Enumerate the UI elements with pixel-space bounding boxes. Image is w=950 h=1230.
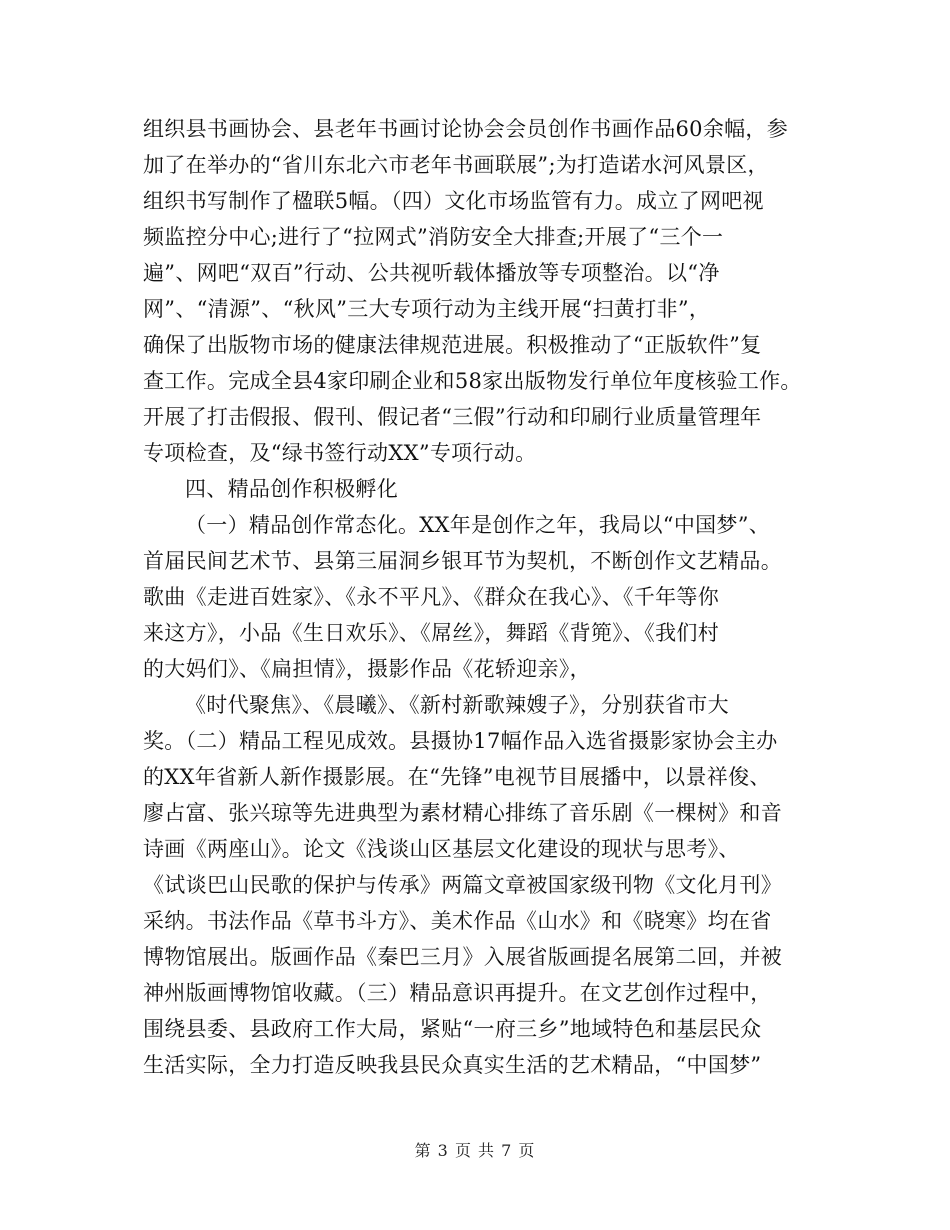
text-line: 专项检查，及“绿书签行动XX”专项行动。 — [143, 441, 537, 465]
text-line: 生活实际，全力打造反映我县民众真实生活的艺术精品，“中国梦” — [143, 1053, 762, 1077]
text-line: 网”、“清源”、“秋风”三大专项行动为主线开展“扫黄打非”， — [143, 297, 711, 321]
text-line: 的大妈们》、《扁担情》，摄影作品《花轿迎亲》， — [143, 657, 591, 681]
text-line: （一）精品创作常态化。XX年是创作之年，我局以“中国梦”、 — [185, 513, 771, 537]
text-line: 查工作。完成全县4家印刷企业和58家出版物发行单位年度核验工作。 — [143, 369, 802, 393]
text-line: 首届民间艺术节、县第三届洞乡银耳节为契机，不断创作文艺精品。 — [143, 549, 782, 573]
text-line: 频监控分中心;进行了“拉网式”消防安全大排查;开展了“三个一 — [143, 225, 724, 249]
body-text — [143, 111, 843, 1083]
text-line: 来这方》，小品《生日欢乐》、《屌丝》，舞蹈《背篼》、《我们村 — [143, 621, 719, 645]
text-line: 神州版画博物馆收藏。（三）精品意识再提升。在文艺创作过程中， — [143, 981, 772, 1005]
text-line: 采纳。书法作品《草书斗方》、美术作品《山水》和《晓寒》均在省 — [143, 909, 772, 933]
page-number-footer: 第 3 页 共 7 页 — [414, 1141, 536, 1160]
text-line: 诗画《两座山》。论文《浅谈山区基层文化建设的现状与思考》、 — [143, 837, 740, 861]
text-line: 确保了出版物市场的健康法律规范进展。积极推动了“正版软件”复 — [143, 333, 762, 357]
text-line: 《时代聚焦》、《晨曦》、《新村新歌辣嫂子》，分别获省市大 — [185, 693, 729, 717]
text-line: 组织县书画协会、县老年书画讨论协会会员创作书画作品60余幅，参 — [143, 117, 789, 141]
text-line: 歌曲《走进百姓家》、《永不平凡》、《群众在我心》、《千年等你 — [143, 585, 719, 609]
text-line: 廖占富、张兴琼等先进典型为素材精心排练了音乐剧《一棵树》和音 — [143, 801, 782, 825]
text-line: 《试谈巴山民歌的保护与传承》两篇文章被国家级刊物《文化月刊》 — [143, 873, 782, 897]
text-line: 奖。（二）精品工程见成效。县摄协17幅作品入选省摄影家协会主办 — [143, 729, 778, 753]
text-line: 开展了打击假报、假刊、假记者“三假”行动和印刷行业质量管理年 — [143, 405, 762, 429]
text-line: 博物馆展出。版画作品《秦巴三月》入展省版画提名展第二回，并被 — [143, 945, 782, 969]
text-line: 遍”、网吧“双百”行动、公共视听载体播放等专项整治。以“净 — [143, 261, 720, 285]
text-line: 加了在举办的“省川东北六市老年书画联展”;为打造诺水河风景区， — [143, 153, 769, 177]
text-line: 围绕县委、县政府工作大局，紧贴“一府三乡”地域特色和基层民众 — [143, 1017, 762, 1041]
text-line: 的XX年省新人新作摄影展。在“先锋”电视节目展播中，以景祥俊、 — [143, 765, 771, 789]
section-heading: 四、精品创作积极孵化 — [185, 477, 398, 501]
text-line: 组织书写制作了楹联5幅。（四）文化市场监管有力。成立了网吧视 — [143, 189, 764, 213]
